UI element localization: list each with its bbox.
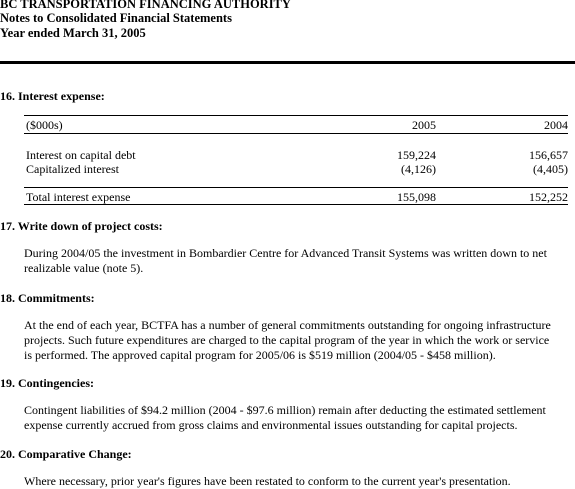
paragraph-line: expense currently accrued from gross claims and environmental issues outstanding for capital projects. — [24, 418, 518, 432]
row-value-2005: 159,224 — [397, 148, 436, 162]
section-16-heading: 16. Interest expense: — [0, 89, 105, 103]
row-label: Interest on capital debt — [26, 148, 136, 162]
section-18-heading: 18. Commitments: — [0, 291, 95, 305]
row-value-2005: (4,126) — [401, 162, 436, 176]
section-17-heading: 17. Write down of project costs: — [0, 219, 163, 233]
table-header-2004: 2004 — [544, 118, 568, 132]
section-20-heading: 20. Comparative Change: — [0, 447, 132, 461]
paragraph-line: is performed. The approved capital program for 2005/06 is $519 million (2004/05 - $458 million). — [24, 348, 496, 362]
total-value-2004: 152,252 — [529, 190, 568, 204]
section-20-body — [24, 474, 575, 489]
row-label: Capitalized interest — [26, 162, 119, 176]
total-label: Total interest expense — [26, 190, 131, 204]
header-divider — [0, 61, 575, 64]
table-top-rule — [24, 115, 568, 116]
total-value-2005: 155,098 — [397, 190, 436, 204]
section-18-body — [24, 318, 575, 363]
document-period: Year ended March 31, 2005 — [0, 26, 146, 40]
paragraph-line: During 2004/05 the investment in Bombardier Centre for Advanced Transit Systems was written down to net — [24, 246, 547, 260]
document-subtitle: Notes to Consolidated Financial Statements — [0, 11, 232, 25]
org-name: BC TRANSPORTATION FINANCING AUTHORITY — [0, 0, 291, 11]
paragraph-line: projects. Such future expenditures are charged to the capital program of the year in which the work or service — [24, 333, 550, 347]
table-header-label: ($000s) — [26, 118, 63, 132]
section-19-heading: 19. Contingencies: — [0, 376, 94, 390]
paragraph-line: realizable value (note 5). — [24, 261, 144, 275]
table-bottom-rule — [24, 204, 568, 205]
table-total-rule — [24, 187, 568, 188]
section-17-body — [24, 246, 575, 276]
row-value-2004: (4,405) — [533, 162, 568, 176]
section-19-body — [24, 403, 575, 433]
row-value-2004: 156,657 — [529, 148, 568, 162]
paragraph-line: At the end of each year, BCTFA has a number of general commitments outstanding for ongoing infrastructure — [24, 318, 551, 332]
paragraph-line: Contingent liabilities of $94.2 million (2004 - $97.6 million) remain after deducting the estimated settlement — [24, 403, 546, 417]
table-header-rule — [24, 133, 568, 134]
table-header-2005: 2005 — [412, 118, 436, 132]
paragraph-line: Where necessary, prior year's figures have been restated to conform to the current year's presentation. — [24, 474, 511, 488]
